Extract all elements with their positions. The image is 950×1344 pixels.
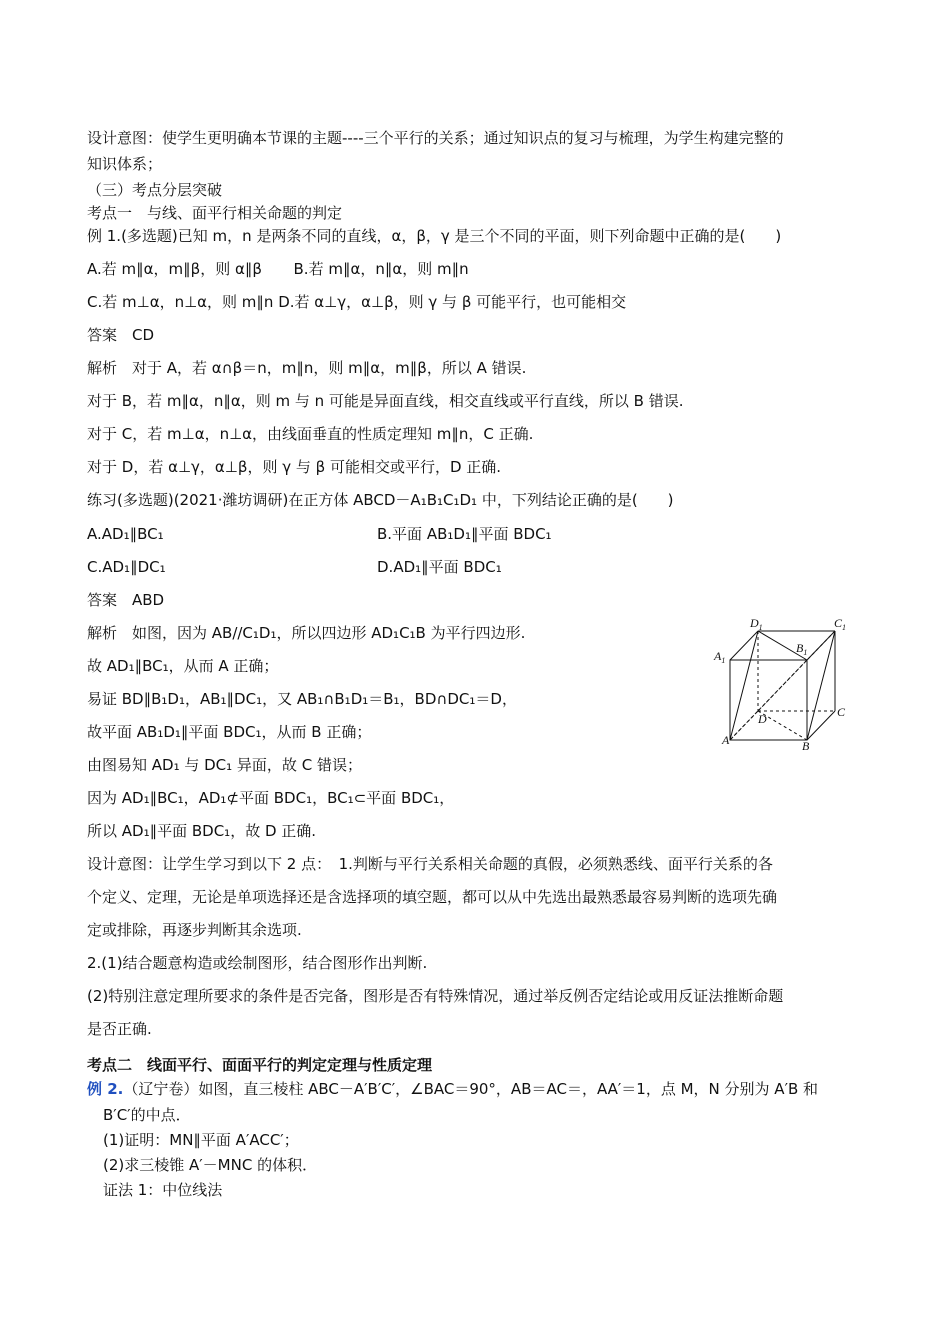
example2-part1: (1)证明：MN∥平面 A′ACC′； (103, 1131, 299, 1149)
practice-analysis-2: 故 AD₁∥BC₁，从而 A 正确； (87, 657, 279, 675)
example1-about-d: 对于 D，若 α⊥γ，α⊥β，则 γ 与 β 可能相交或平行，D 正确. (87, 458, 502, 476)
label-d: D (758, 712, 767, 726)
cube-figure (712, 616, 862, 752)
label-a: A (722, 733, 730, 747)
example2-stem1: （辽宁卷）如图，直三棱柱 ABC－A′B′C′，∠BAC＝90°，AB＝AC＝，AA′＝1，点 M，N 分别为 A′B 和 (123, 1080, 819, 1098)
label-d1: $D_1$ (750, 616, 763, 632)
practice-options-cd (87, 557, 864, 577)
label-b: B (802, 739, 810, 752)
example2-stem-line1 (87, 1079, 864, 1099)
section-three-heading: （三）考点分层突破 (87, 181, 223, 199)
design-intent-2-line6: 是否正确. (87, 1020, 152, 1038)
design-intent-2-line2: 个定义、定理，无论是单项选择还是含选择项的填空题，都可以从中先选出最熟悉最容易判断的选项先确 (87, 888, 778, 906)
practice-analysis-7: 所以 AD₁∥平面 BDC₁，故 D 正确. (87, 822, 317, 840)
practice-analysis-5: 由图易知 AD₁ 与 DC₁ 异面，故 C 错误； (87, 756, 362, 774)
example1-answer: 答案 CD (87, 326, 155, 344)
design-intent-2-line4: 2.(1)结合题意构造或绘制图形，结合图形作出判断. (87, 954, 428, 972)
practice-option-b: B.平面 AB₁D₁∥平面 BDC₁ (377, 525, 552, 543)
practice-option-a: A.AD₁∥BC₁ (87, 525, 164, 543)
practice-analysis-3: 易证 BD∥B₁D₁，AB₁∥DC₁，又 AB₁∩B₁D₁＝B₁，BD∩DC₁＝D， (87, 690, 517, 708)
practice-option-d: D.AD₁∥平面 BDC₁ (377, 558, 502, 576)
topic-two-heading: 考点二 线面平行、面面平行的判定定理与性质定理 (87, 1056, 433, 1074)
design-intent-1-line1: 设计意图：使学生更明确本节课的主题----三个平行的关系；通过知识点的复习与梳理，为学生构建完整的 (87, 129, 784, 147)
practice-analysis-1: 解析 如图，因为 AB//C₁D₁，所以四边形 AD₁C₁B 为平行四边形. (87, 624, 526, 642)
example1-option-a: A.若 m∥α，m∥β，则 α∥β (87, 260, 262, 278)
practice-answer: 答案 ABD (87, 591, 165, 609)
practice-option-c: C.AD₁∥DC₁ (87, 558, 166, 576)
example2-label: 例 2. (87, 1080, 124, 1098)
example2-part2: (2)求三棱锥 A′－MNC 的体积． (103, 1156, 318, 1174)
design-intent-2-line1: 设计意图：让学生学习到以下 2 点： 1.判断与平行关系相关命题的真假，必须熟悉线、面平行关系的各 (87, 855, 773, 873)
label-a1: $A_1$ (714, 649, 726, 665)
label-c: C (837, 705, 846, 719)
example1-options-ab (87, 259, 864, 279)
design-intent-2-line3: 定或排除，再逐步判断其余选项. (87, 921, 302, 939)
label-c1: $C_1$ (834, 616, 847, 632)
diag-ad1 (730, 631, 758, 740)
design-intent-1-line2: 知识体系； (87, 155, 163, 173)
example2-proof-method: 证法 1：中位线法 (103, 1181, 223, 1199)
practice-analysis-4: 故平面 AB₁D₁∥平面 BDC₁，从而 B 正确； (87, 723, 372, 741)
example1-about-b: 对于 B，若 m∥α，n∥α，则 m 与 n 可能是异面直线，相交直线或平行直线，所以 B 错误. (87, 392, 684, 410)
practice-analysis-6: 因为 AD₁∥BC₁，AD₁⊄平面 BDC₁，BC₁⊂平面 BDC₁， (87, 789, 455, 807)
label-b1: $B_1$ (796, 641, 808, 657)
example1-stem: 例 1.(多选题)已知 m，n 是两条不同的直线，α，β，γ 是三个不同的平面，则下列命题中正确的是( ) (87, 227, 782, 245)
diag-bc1 (807, 631, 835, 740)
example1-option-b: B.若 m∥α，n∥α，则 m∥n (293, 260, 469, 278)
topic-one-heading: 考点一 与线、面平行相关命题的判定 (87, 204, 343, 222)
example2-stem-line2: B′C′的中点． (103, 1106, 191, 1124)
practice-options-ab (87, 524, 864, 544)
example1-options-cd: C.若 m⊥α，n⊥α，则 m∥n D.若 α⊥γ，α⊥β，则 γ 与 β 可能平行，也可能相交 (87, 293, 627, 311)
example1-analysis: 解析 对于 A，若 α∩β＝n，m∥n，则 m∥α，m∥β，所以 A 错误. (87, 359, 527, 377)
design-intent-2-line5: (2)特别注意定理所要求的条件是否完备，图形是否有特殊情况，通过举反例否定结论或用反证法推断命题 (87, 987, 784, 1005)
example1-about-c: 对于 C，若 m⊥α，n⊥α，由线面垂直的性质定理知 m∥n，C 正确. (87, 425, 534, 443)
practice-stem: 练习(多选题)(2021·潍坊调研)在正方体 ABCD－A₁B₁C₁D₁ 中，下列结论正确的是( ) (87, 491, 674, 509)
